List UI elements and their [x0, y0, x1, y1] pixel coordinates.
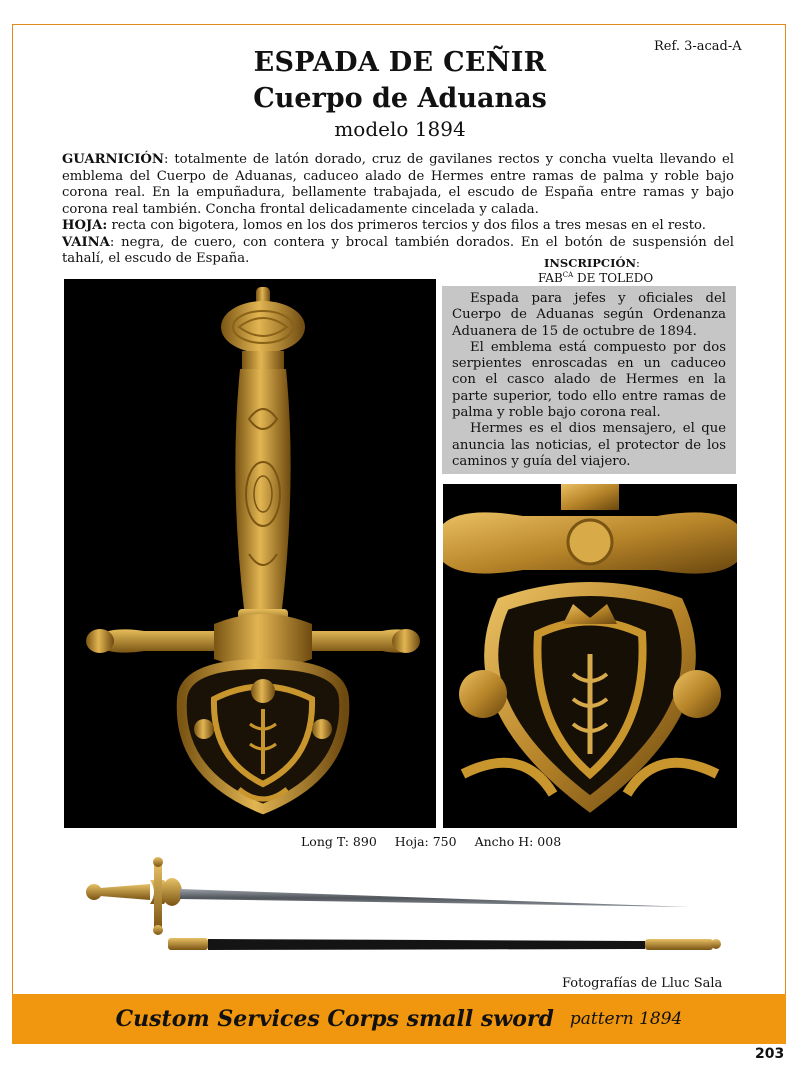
inscription-label: INSCRIPCIÓN: — [544, 256, 640, 270]
page-number: 203 — [755, 1046, 785, 1062]
hoja-text: recta con bigotera, lomos en los dos primeros tercios y dos filos a tres mesas en el resto. — [107, 218, 706, 233]
shell-detail-photo — [443, 484, 737, 828]
measure-blade: Hoja: 750 — [394, 834, 457, 849]
banner-subtitle: pattern 1894 — [569, 1009, 683, 1029]
english-title-banner — [12, 994, 786, 1044]
reference-code: Ref. 3-acad-A — [654, 39, 742, 54]
measurements — [301, 834, 575, 849]
page-subtitle: Cuerpo de Aduanas — [253, 83, 547, 114]
guarnicion-text: : totalmente de latón dorado, cruz de gavilanes rectos y concha vuelta llevando el emblema del Cuerpo de Aduanas, caduceo alado de Hermes entre ramas de palma y roble bajo corona real. En la empuñadura, bellamente trabajada, el escudo de España entre ramas y bajo corona real también. Concha frontal delicadamente cincelada y calada. — [62, 152, 734, 217]
guarnicion-label: GUARNICIÓN — [62, 152, 164, 167]
info-paragraph-2: El emblema está compuesto por dos serpientes enroscadas en un caduceo con el casco alado de Hermes en la parte superior, todo ello entre ramas de palma y roble bajo corona real. — [452, 339, 726, 421]
hoja-label: HOJA: — [62, 218, 108, 233]
model-year: modelo 1894 — [334, 117, 466, 141]
info-paragraph-1: Espada para jefes y oficiales del Cuerpo de Aduanas según Ordenanza Aduanera de 15 de octubre de 1894. — [452, 291, 726, 339]
hoja-paragraph — [62, 218, 734, 235]
vaina-label: VAINA — [62, 234, 110, 250]
full-sword-photo — [80, 852, 730, 962]
page-title: ESPADA DE CEÑIR — [253, 47, 547, 78]
banner-title: Custom Services Corps small sword — [115, 1006, 554, 1032]
photo-credit: Fotografías de Lluc Sala — [562, 976, 723, 991]
inscription-text: $FAB^{CA}$ DE TOLEDO — [538, 271, 654, 285]
hilt-photo — [64, 279, 436, 828]
guarnicion-paragraph — [62, 152, 734, 218]
description-block — [62, 152, 734, 268]
info-paragraph-3: Hermes es el dios mensajero, el que anuncia las noticias, el protector de los caminos y guía del viajero. — [452, 421, 726, 469]
vaina-text: : negra, de cuero, con contera y brocal también dorados. En el botón de suspensión del tahalí, el escudo de España. — [62, 234, 734, 266]
measure-length: Long T: 890 — [301, 834, 377, 849]
measure-width: Ancho H: 008 — [474, 834, 562, 849]
info-box — [442, 286, 736, 474]
